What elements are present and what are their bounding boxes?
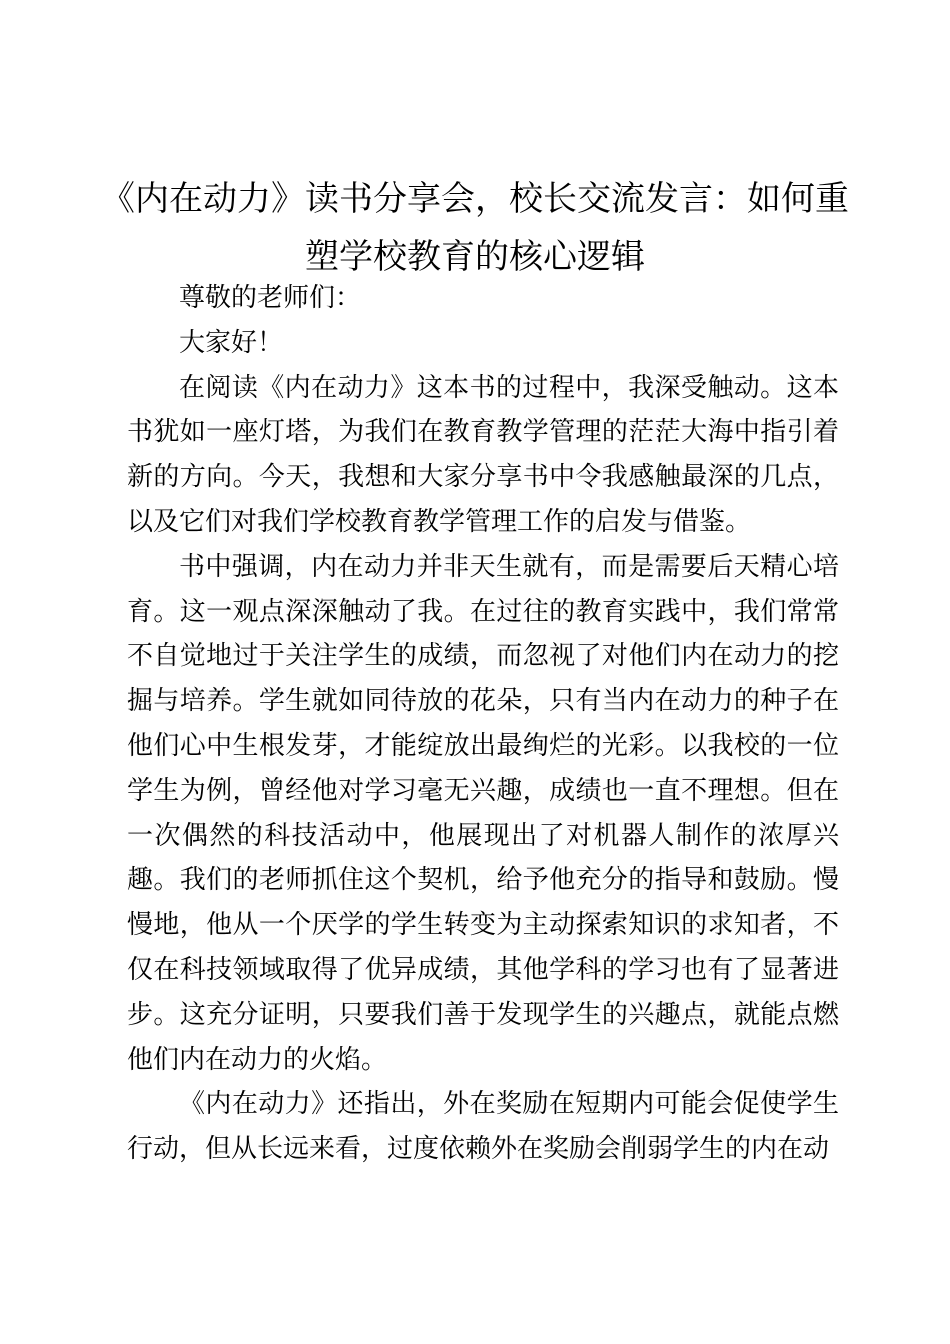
body-paragraph: 《内在动力》还指出，外在奖励在短期内可能会促使学生行动，但从长远来看，过度依赖外在奖励会削弱学生的内在动: [127, 1089, 839, 1165]
document-title: 《内在动力》读书分享会，校长交流发言：如何重塑学校教育的核心逻辑: [101, 179, 849, 277]
salutation: 尊敬的老师们：: [179, 283, 362, 313]
body-paragraph: 书中强调，内在动力并非天生就有，而是需要后天精心培育。这一观点深深触动了我。在过往的教育实践中，我们常常不自觉地过于关注学生的成绩，而忽视了对他们内在动力的挖掘与培养。学生就如同待放的花朵，只有当内在动力的种子在他们心中生根发芽，才能绽放出最绚烂的光彩。以我校的一位学生为例，曾经他对学习毫无兴趣，成绩也一直不理想。但在一次偶然的科技活动中，他展现出了对机器人制作的浓厚兴趣。我们的老师抓住这个契机，给予他充分的指导和鼓励。慢慢地，他从一个厌学的学生转变为主动探索知识的求知者，不仅在科技领域取得了优异成绩，其他学科的学习也有了显著进步。这充分证明，只要我们善于发现学生的兴趣点，就能点燃他们内在动力的火焰。: [127, 551, 839, 1075]
body-paragraph: 在阅读《内在动力》这本书的过程中，我深受触动。这本书犹如一座灯塔，为我们在教育教学管理的茫茫大海中指引着新的方向。今天，我想和大家分享书中令我感触最深的几点，以及它们对我们学校教育教学管理工作的启发与借鉴。: [127, 372, 839, 537]
document-body: [127, 276, 839, 1172]
greeting: 大家好！: [179, 327, 284, 358]
